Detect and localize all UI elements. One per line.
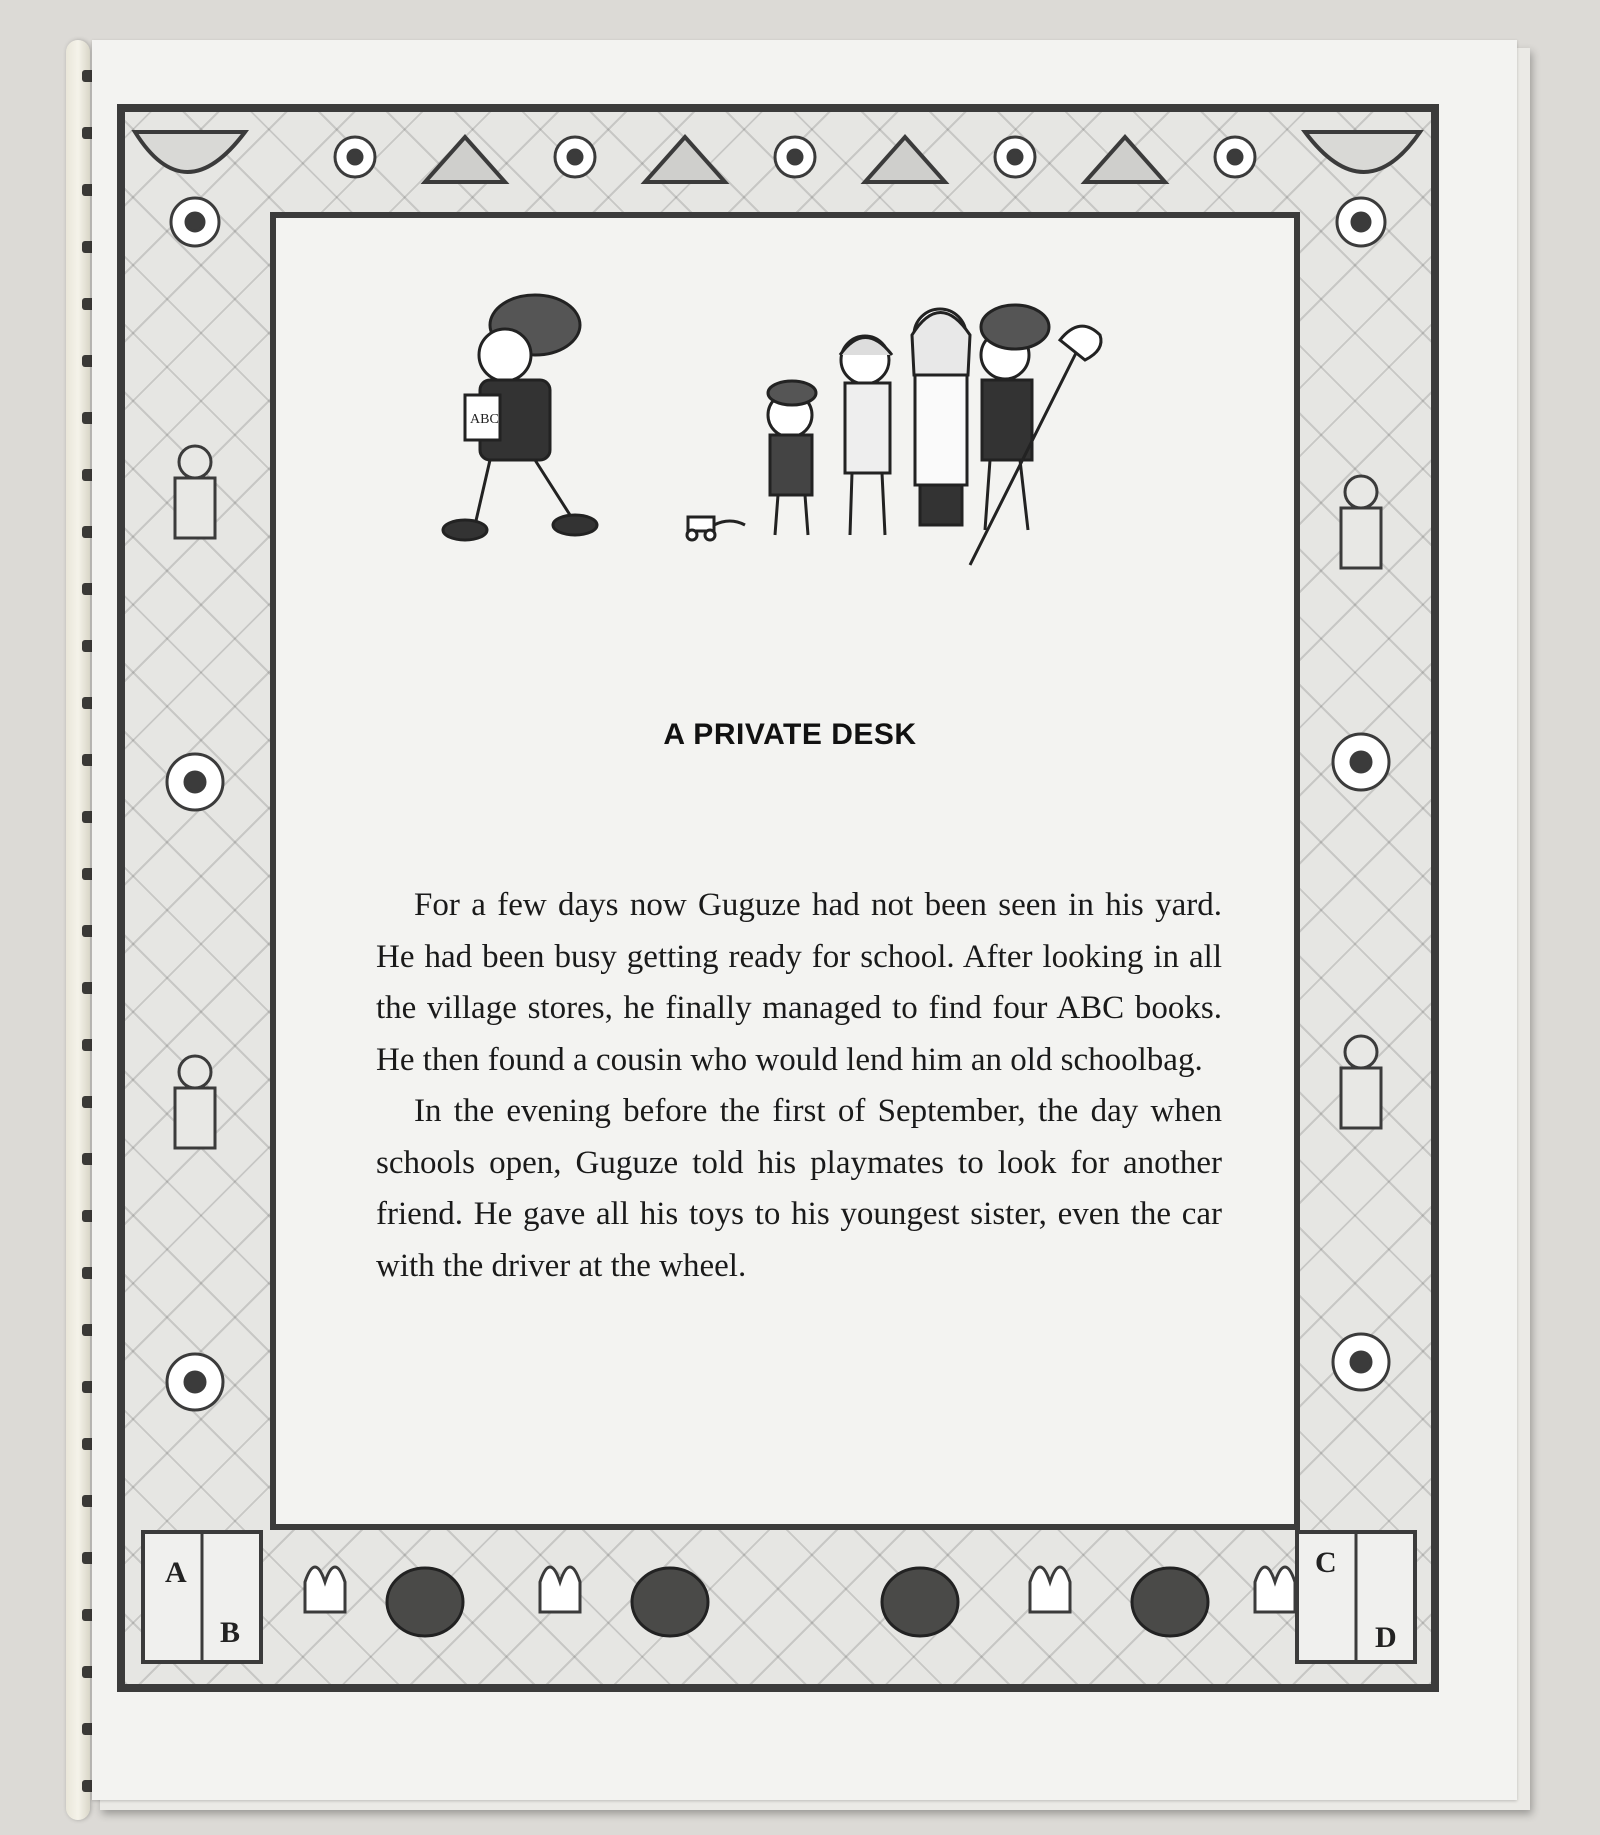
toy-car-icon: [687, 517, 745, 540]
boy-with-book-figure: [443, 295, 597, 540]
paragraph-1: For a few days now Guguze had not been seen in his yard. He had been busy getting ready for school. After looking in all the village stores, he finally managed to find four ABC books. He then found a cousin who would lend him an old schoolbag.: [376, 887, 1222, 1078]
paragraph-2: In the evening before the first of September, the day when schools open, Guguze told his playmates to look for another friend. He gave all his toys to his youngest sister, even the car with the driver at the wheel.: [376, 1093, 1222, 1284]
group-of-children-figure: [768, 305, 1101, 565]
corner-letter-b: B: [220, 1616, 241, 1649]
corner-letter-d: D: [1375, 1621, 1397, 1654]
hobby-horse-head-icon: [1060, 326, 1101, 360]
corner-letter-c: C: [1315, 1546, 1337, 1579]
svg-text:ABC: ABC: [470, 412, 499, 427]
children-illustration: [420, 285, 1140, 585]
chapter-title: A PRIVATE DESK: [663, 718, 917, 751]
corner-letter-a: A: [165, 1556, 187, 1589]
story-text: [376, 880, 1222, 1292]
apple-icon: [387, 1568, 1208, 1636]
